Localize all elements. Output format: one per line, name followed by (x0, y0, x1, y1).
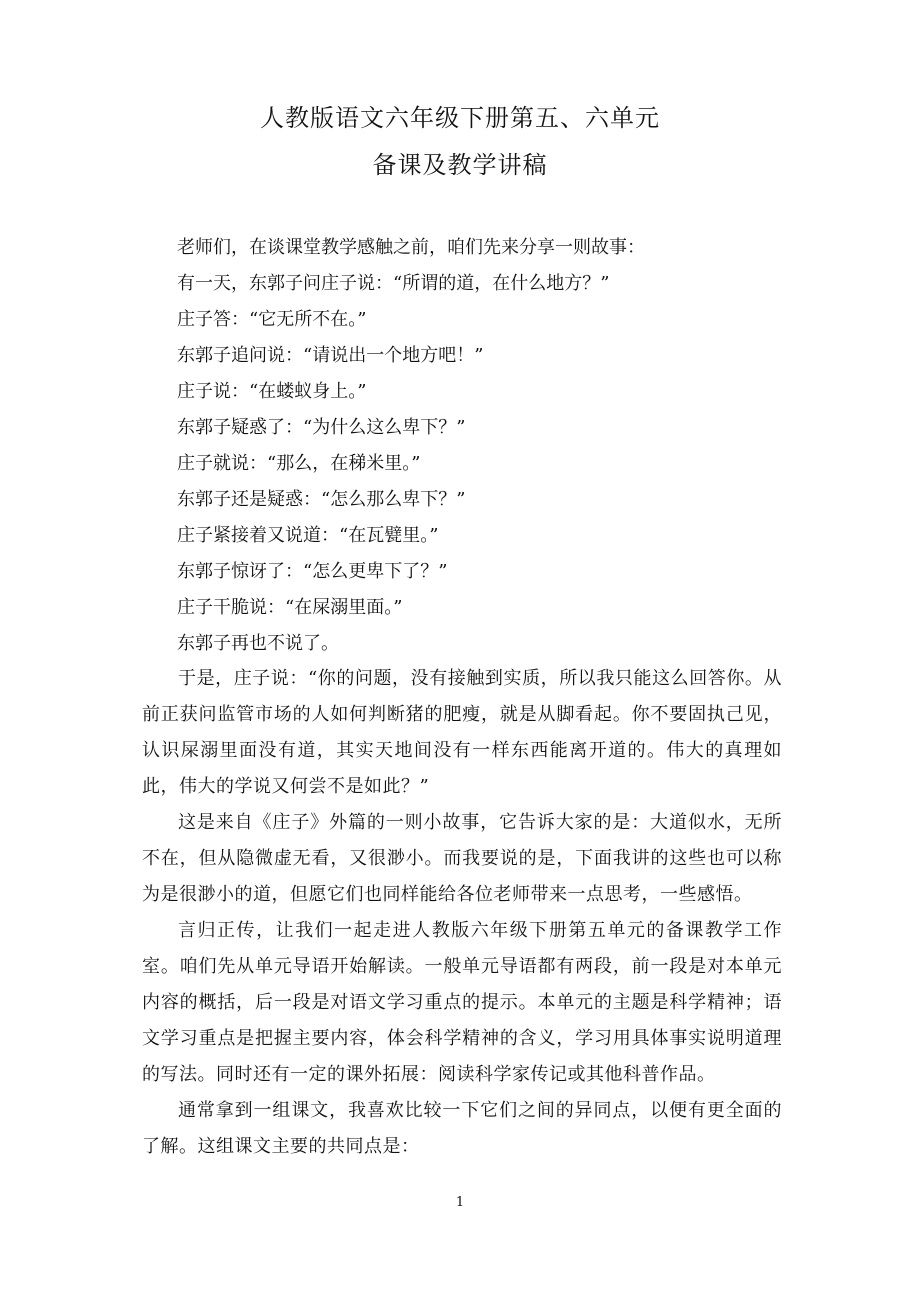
dialogue-line: 庄子干脆说：“在屎溺里面。” (177, 597, 403, 618)
dialogue-line: 东郭子还是疑惑：“怎么那么卑下？” (177, 489, 466, 510)
body-paragraph: 言归正传，让我们一起走进人教版六年级下册第五单元的备课教学工作室。咱们先从单元导语开始解读。一般单元导语都有两段，前一段是对本单元内容的概括，后一段是对语文学习重点的提示。本单元的主题是科学精神；语文学习重点是把握主要内容，体会科学精神的含义，学习用具体事实说明道理的写法。同时还有一定的课外拓展：阅读科学家传记或其他科普作品。 (142, 920, 782, 1085)
dialogue-line: 老师们，在谈课堂教学感触之前，咱们先来分享一则故事： (177, 237, 645, 258)
dialogue-line: 有一天，东郭子问庄子说：“所谓的道，在什么地方？” (177, 273, 610, 294)
body-paragraph: 于是，庄子说：“你的问题，没有接触到实质，所以我只能这么回答你。从前正获问监管市场的人如何判断猪的肥瘦，就是从脚看起。你不要固执己见，认识屎溺里面没有道，其实天地间没有一样东西能离开道的。伟大的真理如此，伟大的学说又何尝不是如此？” (142, 668, 782, 797)
dialogue-line: 庄子说：“在蝼蚁身上。” (177, 381, 367, 402)
dialogue-line: 庄子答：“它无所不在。” (177, 309, 367, 330)
title-line-2: 备课及教学讲稿 (372, 151, 548, 179)
body-paragraph: 通常拿到一组课文，我喜欢比较一下它们之间的异同点，以便有更全面的了解。这组课文主要的共同点是： (142, 1100, 782, 1157)
page-number: 1 (455, 1195, 465, 1210)
title-line-1: 人教版语文六年级下册第五、六单元 (260, 104, 660, 132)
dialogue-line: 庄子就说：“那么，在稊米里。” (177, 453, 421, 474)
dialogue-line: 东郭子再也不说了。 (177, 633, 339, 654)
dialogue-line: 东郭子追问说：“请说出一个地方吧！” (177, 345, 484, 366)
dialogue-line: 东郭子惊讶了：“怎么更卑下了？” (177, 561, 448, 582)
dialogue-line: 东郭子疑惑了：“为什么这么卑下？” (177, 417, 466, 438)
dialogue-line: 庄子紧接着又说道：“在瓦甓里。” (177, 525, 439, 546)
body-paragraph: 这是来自《庄子》外篇的一则小故事，它告诉大家的是：大道似水，无所不在，但从隐微虚无看，又很渺小。而我要说的是，下面我讲的这些也可以称为是很渺小的道，但愿它们也同样能给各位老师带来一点思考，一些感悟。 (142, 812, 782, 905)
